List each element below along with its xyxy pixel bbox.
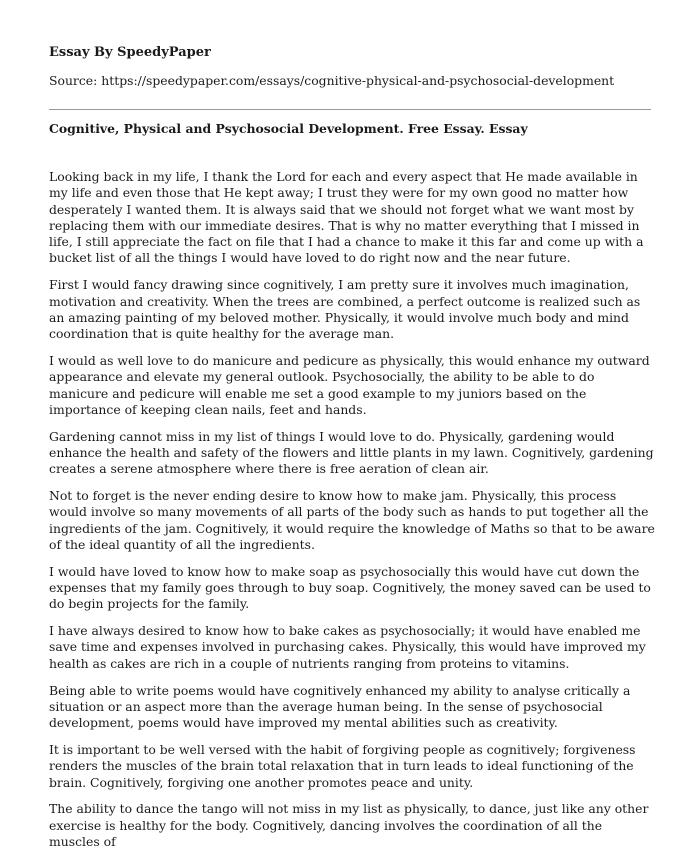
essay-paragraph: Being able to write poems would have cognitively enhanced my ability to analyse critically a situation or an aspect more than the average human being. In the sense of psychosocial development, poems would have improved my mental abilities such as creativity. (49, 682, 631, 731)
essay-paragraph: It is important to be well versed with the habit of forgiving people as cognitively; forgiveness renders the muscles of the brain total relaxation that in turn leads to ideal functioning of the brain. Cognitively, forgiving one another promotes peace and unity. (49, 741, 636, 790)
source-label: Source: (49, 73, 98, 88)
essay-paragraph: The ability to dance the tango will not miss in my list as physically, to dance, just like any other exercise is healthy for the body. Cognitively, dancing involves the coordination of all the muscles of (49, 801, 649, 849)
essay-paragraph: I would as well love to do manicure and pedicure as physically, this would enhance my outward appearance and elevate my general outlook. Psychosocially, the ability to be able to do manicure and pedicure will enable me set a good example to my juniors based on the importance of keeping clean nails, feet and hands. (49, 352, 650, 417)
source-line (49, 72, 614, 89)
header-divider (49, 109, 651, 110)
essay-title: Cognitive, Physical and Psychosocial Development. Free Essay. Essay (49, 121, 528, 136)
essay-body (49, 169, 655, 850)
document-header-title: Essay By SpeedyPaper (49, 45, 211, 60)
source-url: https://speedypaper.com/essays/cognitive-physical-and-psychosocial-development (101, 73, 615, 88)
essay-paragraph: First I would fancy drawing since cognitively, I am pretty sure it involves much imagination, motivation and creativity. When the trees are combined, a perfect outcome is realized such as an amazing painting of my beloved mother. Physically, it would involve much body and mind coordination that is quite healthy for the average man. (49, 277, 641, 342)
essay-paragraph: Not to forget is the never ending desire to know how to make jam. Physically, this process would involve so many movements of all parts of the body such as hands to put together all the ingredients of the jam. Cognitively, it would require the knowledge of Maths so that to be aware of the ideal quantity of all the ingredients. (49, 488, 655, 552)
essay-paragraph: I have always desired to know how to bake cakes as psychosocially; it would have enabled me save time and expenses involved in purchasing cakes. Physically, this would have improved my health as cakes are rich in a couple of nutrients ranging from proteins to vitamins. (49, 623, 646, 671)
essay-paragraph: Gardening cannot miss in my list of things I would love to do. Physically, gardening would enhance the health and safety of the flowers and little plants in my lawn. Cognitively, gardening creates a serene atmosphere where there is free aeration of clean air. (49, 428, 654, 477)
essay-paragraph: I would have loved to know how to make soap as psychosocially this would have cut down the expenses that my family goes through to buy soap. Cognitively, the money saved can be used to do begin projects for the family. (49, 563, 651, 612)
essay-paragraph: Looking back in my life, I thank the Lord for each and every aspect that He made available in my life and even those that He kept away; I trust they were for my own good no matter how desperately I wanted them. It is always said that we should not forget what we want most by replacing them with our immediate desires. That is why no matter everything that I missed in life, I still appreciate the fact on file that I had a chance to make it this far and come up with a bucket list of all the things I would have loved to do right now and the near future. (49, 169, 644, 266)
